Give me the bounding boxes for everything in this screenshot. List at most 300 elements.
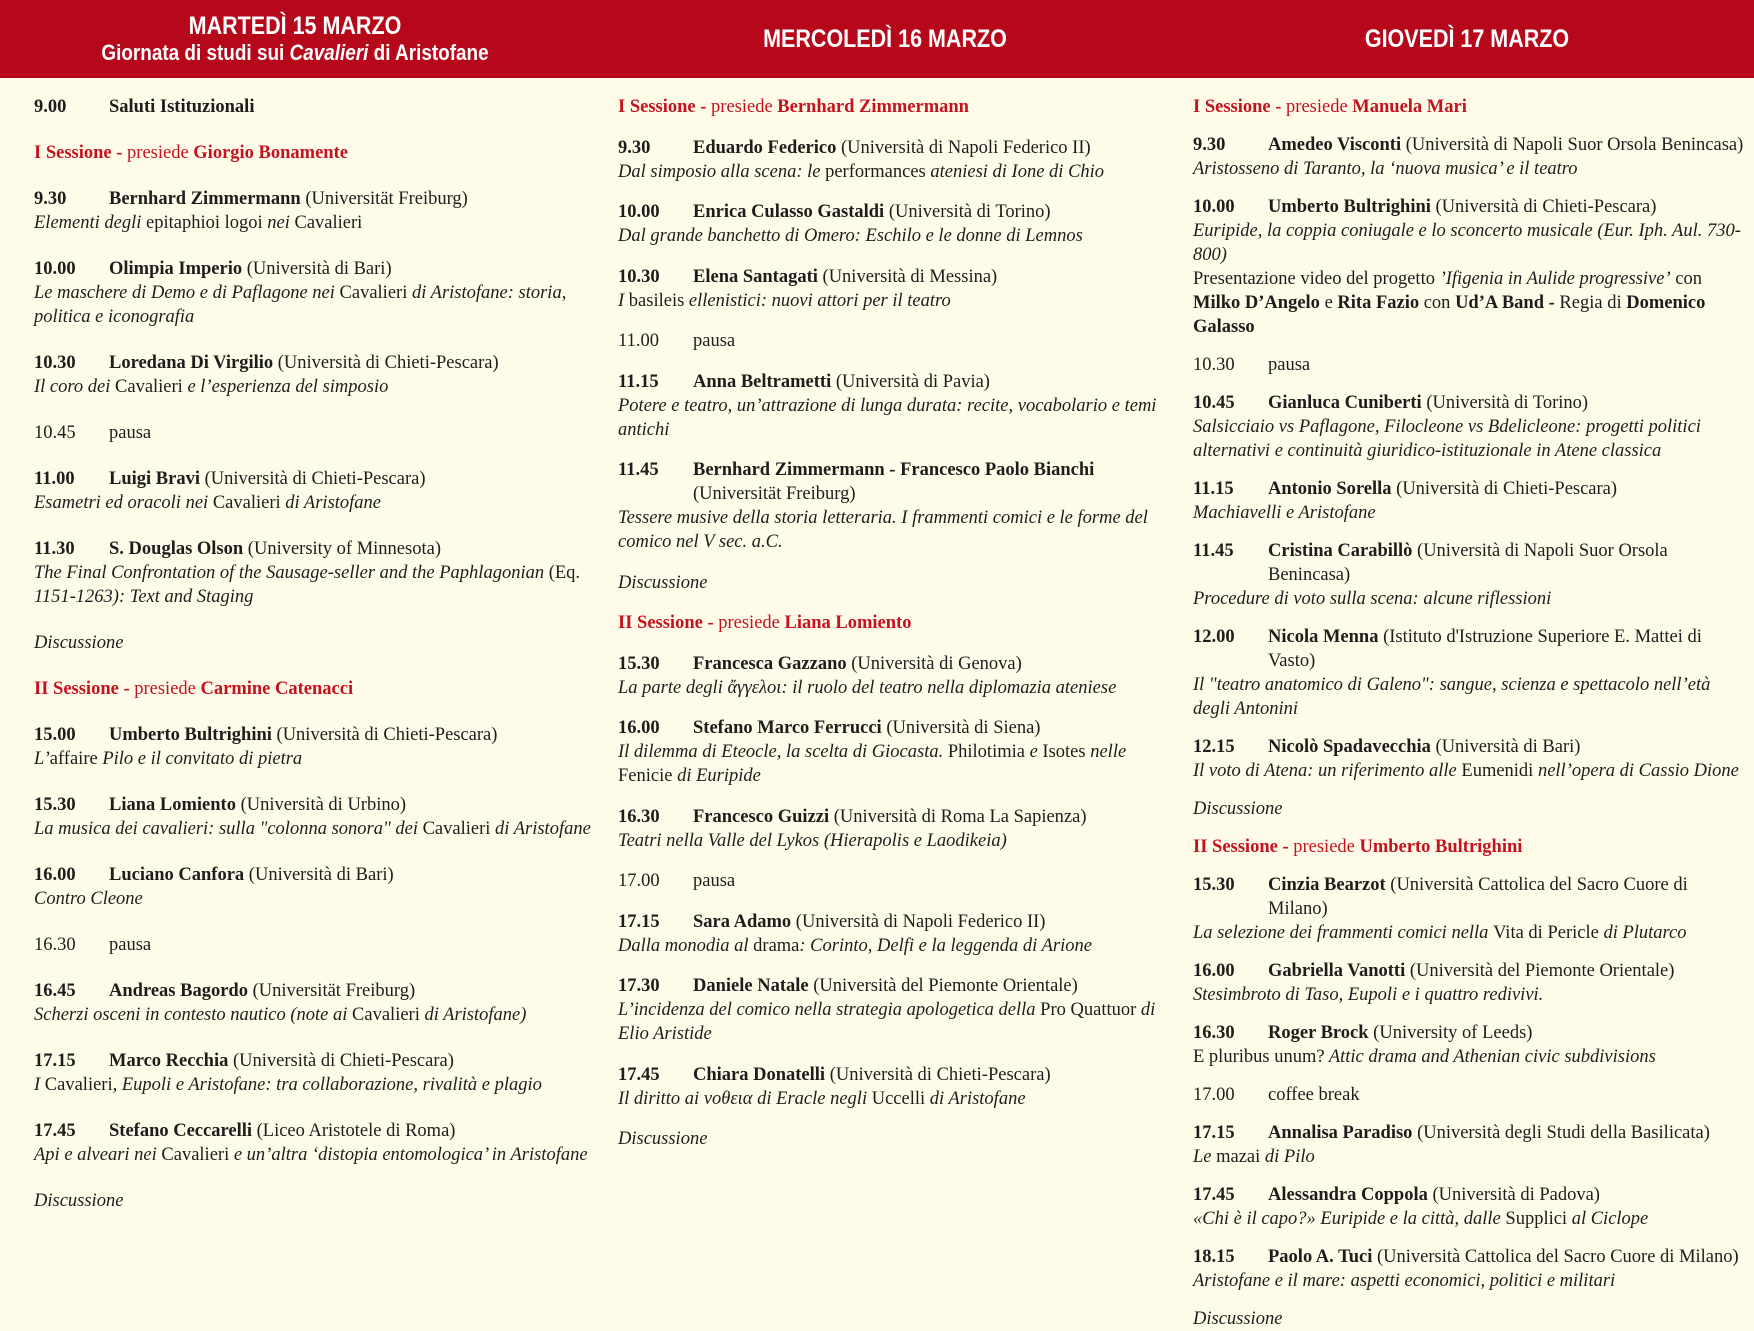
break-item	[34, 421, 594, 445]
time-label: 16.30	[34, 935, 76, 955]
talk-title	[1193, 157, 1749, 181]
speaker-block	[693, 200, 1051, 224]
title-segment: La parte degli ἄγγελοι: il ruolo del teatro nella diplomazia ateniese	[618, 677, 1117, 698]
speaker-name: Gabriella Vanotti	[1268, 961, 1406, 981]
title-segment: «Chi è il capo?» Euripide e la città, dalle	[1193, 1209, 1506, 1229]
speaker-name: Enrica Culasso Gastaldi	[693, 202, 885, 222]
talk-item	[1193, 1121, 1749, 1169]
affiliation: (Liceo Aristotele di Roma)	[252, 1121, 456, 1141]
affiliation: (Universität Freiburg)	[693, 484, 856, 504]
talk-title	[618, 1087, 1178, 1111]
discussion-item	[34, 631, 594, 655]
session-number: I Sessione -	[618, 97, 712, 117]
speaker-name: Annalisa Paradiso	[1268, 1123, 1413, 1143]
column-day-2	[618, 78, 1178, 1151]
title-segment: Contro Cleone	[34, 889, 143, 909]
title-segment: e un’altra ‘distopia entomologica’ in Aristofane	[229, 1145, 588, 1165]
title-segment: di Aristofane: storia, politica e iconografia	[34, 283, 567, 327]
talk-title	[618, 740, 1178, 788]
time-label: 17.45	[34, 1121, 76, 1141]
talk-item	[34, 979, 594, 1027]
title-segment: Cavalieri	[339, 283, 408, 303]
title-segment: La selezione dei frammenti comici nella	[1193, 923, 1494, 943]
subtitle-italic: Cavalieri	[289, 40, 369, 65]
title-segment: di Aristofane)	[419, 1005, 527, 1025]
time-label: 15.30	[34, 795, 76, 815]
speaker-block	[1268, 1021, 1532, 1045]
speaker-block	[1268, 1121, 1710, 1145]
affiliation: (Università del Piemonte Orientale)	[808, 976, 1078, 996]
time-label: 10.00	[618, 202, 660, 222]
presentation-pre: Presentazione video del progetto	[1193, 269, 1440, 289]
speaker-name: Stefano Marco Ferrucci	[693, 718, 882, 738]
title-segment: ellenistici: nuovi attori per il teatro	[684, 290, 951, 311]
affiliation: (Università di Chieti-Pescara)	[1430, 197, 1657, 217]
speaker-block	[109, 979, 415, 1003]
talk-item	[34, 257, 594, 329]
speaker-name: Gianluca Cuniberti	[1268, 393, 1422, 413]
speaker-name: Cristina Carabillò	[1268, 541, 1413, 561]
speaker-block	[1268, 1245, 1739, 1269]
title-segment: Il diritto ai νοθεια di Eracle negli	[618, 1088, 872, 1109]
time-label: 9.30	[1193, 135, 1226, 155]
time-label: 10.45	[1193, 393, 1235, 413]
talk-item	[618, 370, 1178, 442]
discussion-item	[34, 1189, 594, 1213]
entry-line	[34, 351, 594, 375]
title-segment: Dal grande banchetto di Omero: Eschilo e le donne di Lemnos	[618, 226, 1083, 246]
day-title: MARTEDÌ 15 MARZO	[188, 12, 402, 40]
presentation-proj: ’Ifigenia in Aulide progressive’	[1439, 269, 1671, 289]
title-segment: Pilo e il convitato di pietra	[97, 749, 303, 769]
title-segment: Cavalieri	[115, 377, 183, 397]
title-segment: Elementi degli	[34, 213, 146, 233]
talk-item	[1193, 1021, 1749, 1069]
speaker-name: Nicolò Spadavecchia	[1268, 737, 1431, 757]
time-label: 11.30	[34, 539, 75, 559]
break-item	[34, 933, 594, 957]
title-segment: Dalla monodia al	[618, 935, 754, 956]
affiliation: (Università degli Studi della Basilicata)	[1412, 1123, 1710, 1143]
entry-line	[618, 869, 1178, 893]
entry-line	[1193, 1021, 1749, 1045]
title-segment: Cavalieri	[294, 213, 363, 233]
title-segment: Il dilemma di Eteocle, la scelta di Giocasta.	[618, 742, 948, 762]
speaker-name: Francesco Guizzi	[693, 806, 830, 827]
break-item	[618, 869, 1178, 893]
talk-item	[1193, 625, 1749, 721]
time-label: 17.45	[1193, 1185, 1235, 1205]
talk-item	[34, 1049, 594, 1097]
talk-item	[618, 805, 1178, 853]
discussion-item	[618, 571, 1178, 595]
talk-title	[34, 887, 594, 911]
speaker-block	[1268, 1183, 1600, 1207]
speaker-block	[693, 805, 1087, 829]
break-label: Saluti Istituzionali	[109, 97, 255, 117]
session-chair: Giorgio Bonamente	[193, 143, 348, 163]
talk-item	[1193, 1245, 1749, 1293]
time-label: 11.00	[618, 331, 659, 351]
affiliation: (Università del Piemonte Orientale)	[1405, 961, 1675, 981]
session-title	[34, 677, 594, 701]
title-segment: Le maschere di Demo e di Paflagone nei	[34, 283, 340, 303]
title-segment: epitaphioi logoi	[146, 213, 263, 233]
affiliation: (Università di Napoli Suor Orsola Benincasa)	[1401, 135, 1744, 155]
speaker-block	[693, 265, 997, 289]
affiliation: (Università Cattolica del Sacro Cuore di Milano)	[1268, 875, 1688, 919]
session-heading	[34, 677, 594, 701]
entry-line	[34, 1049, 594, 1073]
time-label: 18.15	[1193, 1247, 1235, 1267]
talk-title	[1193, 1269, 1749, 1293]
talk-title	[34, 375, 594, 399]
title-segment: al Ciclope	[1567, 1209, 1649, 1229]
break-label: pausa	[693, 331, 736, 351]
title-segment: mazai	[1216, 1147, 1261, 1167]
talk-title	[1193, 1045, 1749, 1069]
presiede-label: presiede	[718, 613, 785, 633]
talk-title	[618, 829, 1178, 853]
title-segment: nell’opera di Cassio Dione	[1533, 761, 1739, 781]
talk-title	[618, 289, 1178, 313]
time-label: 12.15	[1193, 737, 1235, 757]
title-segment: Attic drama and Athenian civic subdivisions	[1324, 1047, 1656, 1067]
discussion-item	[618, 1127, 1178, 1151]
title-segment: di Pilo	[1260, 1147, 1315, 1167]
talk-title	[34, 1143, 594, 1167]
entry-line	[1193, 735, 1749, 759]
time-label: 11.45	[1193, 541, 1234, 561]
time-label: 17.15	[618, 911, 660, 932]
header-day-1	[41, 0, 548, 78]
entry-line	[1193, 391, 1749, 415]
talk-title	[618, 506, 1178, 554]
title-segment: e	[1024, 742, 1043, 762]
speaker-name: Elena Santagati	[693, 266, 818, 287]
talk-title	[1193, 415, 1749, 463]
time-label: 10.30	[34, 353, 76, 373]
title-segment: Machiavelli e Aristofane	[1193, 503, 1376, 523]
session-chair: Liana Lomiento	[784, 613, 912, 633]
entry-line	[34, 257, 594, 281]
column-day-1	[34, 78, 594, 1213]
entry-line	[618, 974, 1178, 998]
speaker-name: Bernhard Zimmermann	[109, 189, 301, 209]
speaker-name: Eduardo Federico	[693, 137, 837, 158]
speaker-block	[109, 467, 426, 491]
session-heading	[1193, 835, 1749, 859]
affiliation: (Università di Genova)	[846, 653, 1022, 674]
talk-title	[618, 934, 1178, 958]
affiliation: (Università di Chieti-Pescara)	[271, 725, 498, 745]
title-segment: Tessere musive della storia letteraria. I frammenti comici e le forme del comico nel V sec. a.C.	[618, 508, 1148, 552]
speaker-name: Luigi Bravi	[109, 469, 200, 489]
time-label: 11.15	[1193, 479, 1234, 499]
time-label: 9.00	[34, 97, 67, 117]
talk-item	[34, 793, 594, 841]
entry-line	[618, 265, 1178, 289]
time-label: 16.45	[34, 981, 76, 1001]
speaker-name: Liana Lomiento	[109, 795, 236, 815]
affiliation: (Università di Siena)	[881, 718, 1041, 738]
affiliation: (Università di Chieti-Pescara)	[199, 469, 426, 489]
session-number: II Sessione -	[1193, 837, 1294, 857]
speaker-block	[693, 910, 1045, 934]
entry-line	[1193, 1121, 1749, 1145]
title-segment: Supplici	[1505, 1209, 1568, 1229]
time-label: 16.00	[34, 865, 76, 885]
column-day-3	[1193, 78, 1749, 1331]
talk-title	[34, 817, 594, 841]
speaker-name: Antonio Sorella	[1268, 479, 1392, 499]
talk-item	[1193, 391, 1749, 463]
title-segment: Il voto di Atena: un riferimento alle	[1193, 761, 1462, 781]
session-chair: Bernhard Zimmermann	[777, 97, 969, 117]
title-segment: The Final Confrontation of the Sausage-seller and the Paphlagonian	[34, 563, 549, 583]
session-number: I Sessione -	[34, 143, 128, 163]
title-segment: : Corinto, Delfi e la leggenda di Arione	[799, 935, 1092, 956]
entry-line	[1193, 477, 1749, 501]
affiliation: (Universität Freiburg)	[300, 189, 468, 209]
talk-title	[34, 561, 594, 609]
talk-title	[1193, 1207, 1749, 1231]
time-label: 16.30	[618, 806, 660, 827]
affiliation: (Università di Urbino)	[235, 795, 407, 815]
subtitle-text: Giornata di studi sui	[101, 40, 290, 65]
presentation-p1: Milko D’Angelo	[1193, 293, 1320, 313]
time-label: 17.15	[1193, 1123, 1235, 1143]
title-segment: di Aristofane	[280, 493, 382, 513]
discussion-label: Discussione	[1193, 799, 1283, 819]
title-segment: Vita di Pericle	[1493, 923, 1599, 943]
entry-line	[34, 979, 594, 1003]
speaker-name: Luciano Canfora	[109, 865, 245, 885]
affiliation: (Università di Messina)	[817, 266, 998, 287]
affiliation: (Università di Padova)	[1427, 1185, 1600, 1205]
title-segment: Cavalieri	[422, 819, 491, 839]
presentation-con2: con	[1419, 293, 1456, 313]
talk-title	[1193, 1145, 1749, 1169]
speaker-block	[1268, 539, 1749, 587]
session-chair: Umberto Bultrighini	[1359, 837, 1523, 857]
title-segment: Salsicciaio vs Paflagone, Filocleone vs Bdelicleone: progetti politici alternativi e continuità giuridico-istituzionale in Atene classica	[1193, 417, 1701, 461]
entry-line	[1193, 625, 1749, 673]
discussion-label: Discussione	[618, 572, 708, 593]
session-title	[1193, 835, 1749, 859]
title-segment: Esametri ed oracoli nei	[34, 493, 213, 513]
affiliation: (Università di Torino)	[884, 202, 1051, 222]
session-heading	[618, 95, 1178, 119]
speaker-block	[109, 257, 392, 281]
speaker-block	[1268, 873, 1749, 921]
talk-title	[618, 998, 1178, 1046]
affiliation: (Università di Napoli Federico II)	[836, 137, 1091, 158]
entry-line	[618, 458, 1178, 506]
talk-item	[1193, 959, 1749, 1007]
entry-line	[618, 910, 1178, 934]
entry-line	[34, 467, 594, 491]
video-presentation	[1193, 267, 1749, 339]
affiliation: (Università di Pavia)	[831, 371, 990, 392]
talk-title	[1193, 983, 1749, 1007]
session-heading	[1193, 95, 1749, 119]
talk-item	[618, 136, 1178, 184]
time-label: 10.30	[1193, 355, 1235, 375]
time-label: 16.30	[1193, 1023, 1235, 1043]
title-segment: Cavalieri	[352, 1005, 420, 1025]
header-bar	[0, 0, 1754, 78]
title-segment: Stesimbroto di Taso, Eupoli e i quattro redivivi.	[1193, 985, 1544, 1005]
title-segment: performances	[825, 161, 926, 182]
speaker-block	[109, 863, 394, 887]
talk-item	[618, 716, 1178, 788]
affiliation: (Università di Chieti-Pescara)	[1391, 479, 1618, 499]
time-label: 15.30	[618, 653, 660, 674]
talk-title	[34, 211, 594, 235]
talk-title	[1193, 501, 1749, 525]
day-subtitle	[101, 40, 488, 65]
affiliation: (Università di Napoli Suor Orsola Benincasa)	[1268, 541, 1668, 585]
title-segment: 1151-1263): Text and Staging	[34, 587, 254, 607]
break-item	[1193, 353, 1749, 377]
entry-line	[34, 95, 594, 119]
session-title	[34, 141, 594, 165]
title-segment: Philotimia	[947, 742, 1025, 762]
entry-line	[34, 933, 594, 957]
title-segment: Aristosseno di Taranto, la ‘nuova musica’ e il teatro	[1193, 159, 1578, 179]
speaker-name: Amedeo Visconti	[1268, 135, 1402, 155]
speaker-name: Bernhard Zimmermann - Francesco Paolo Bianchi	[693, 460, 1095, 480]
talk-item	[34, 863, 594, 911]
entry-line	[34, 1119, 594, 1143]
title-segment: Cavalieri	[212, 493, 281, 513]
talk-title	[618, 676, 1178, 700]
entry-line	[618, 329, 1178, 353]
entry-line	[34, 863, 594, 887]
talk-title	[34, 281, 594, 329]
title-segment: , Eupoli e Aristofane: tra collaborazione, rivalità e plagio	[112, 1075, 542, 1095]
talk-title	[34, 491, 594, 515]
title-segment: di Euripide	[672, 766, 761, 786]
title-segment: (Eq.	[548, 563, 581, 583]
time-label: 17.45	[618, 1064, 660, 1085]
break-label: pausa	[109, 423, 152, 443]
session-number: II Sessione -	[618, 613, 719, 633]
speaker-name: Umberto Bultrighini	[1268, 197, 1431, 217]
presentation-band: Ud’A Band -	[1455, 293, 1560, 313]
speaker-name: Cinzia Bearzot	[1268, 875, 1386, 895]
entry-line	[1193, 133, 1749, 157]
speaker-name: Paolo A. Tuci	[1268, 1247, 1373, 1267]
talk-item	[618, 1063, 1178, 1111]
speaker-name: Loredana Di Virgilio	[109, 353, 274, 373]
title-segment: drama	[753, 935, 800, 956]
title-segment: Scherzi osceni in contesto nautico (note ai	[34, 1005, 353, 1025]
speaker-block	[109, 1049, 454, 1073]
entry-line	[34, 421, 594, 445]
speaker-block	[693, 974, 1078, 998]
talk-item	[1193, 539, 1749, 611]
speaker-name: Anna Beltrametti	[693, 371, 832, 392]
break-item	[618, 329, 1178, 353]
session-title	[1193, 95, 1749, 119]
affiliation: (Università di Chieti-Pescara)	[825, 1064, 1051, 1085]
talk-title	[34, 1073, 594, 1097]
talk-title	[618, 224, 1178, 248]
time-label: 16.00	[1193, 961, 1235, 981]
speaker-name: Andreas Bagordo	[109, 981, 248, 1001]
title-segment: Euripide, la coppia coniugale e lo sconcerto musicale (Eur. Iph. Aul. 730-800)	[1193, 221, 1741, 265]
affiliation: (Università di Bari)	[242, 259, 392, 279]
talk-item	[34, 723, 594, 771]
title-segment: L’	[34, 749, 50, 769]
speaker-block	[109, 793, 406, 817]
talk-item	[618, 458, 1178, 554]
speaker-name: Umberto Bultrighini	[109, 725, 272, 745]
talk-item	[34, 467, 594, 515]
speaker-block	[109, 1119, 455, 1143]
title-segment: I	[34, 1075, 45, 1095]
talk-item	[1193, 477, 1749, 525]
speaker-name: Marco Recchia	[109, 1051, 229, 1071]
title-segment: di Aristofane	[490, 819, 591, 839]
time-label: 17.00	[1193, 1085, 1235, 1105]
session-title	[618, 611, 1178, 635]
entry-line	[1193, 873, 1749, 921]
header-day-3	[1220, 0, 1714, 78]
session-number: II Sessione -	[34, 679, 135, 699]
time-label: 10.00	[1193, 197, 1235, 217]
presiede-label: presiede	[711, 97, 778, 117]
speaker-block	[109, 187, 468, 211]
title-segment: Api e alveari nei	[34, 1145, 162, 1165]
talk-title	[618, 394, 1178, 442]
time-label: 9.30	[618, 137, 651, 158]
talk-item	[618, 265, 1178, 313]
speaker-block	[1268, 133, 1743, 157]
speaker-name: Nicola Menna	[1268, 627, 1379, 647]
entry-line	[618, 805, 1178, 829]
session-chair: Manuela Mari	[1352, 97, 1467, 117]
session-number: I Sessione -	[1193, 97, 1287, 117]
title-segment: di Elio Aristide	[618, 1000, 1156, 1044]
break-label: pausa	[693, 871, 736, 891]
title-segment: nelle	[1085, 742, 1127, 762]
affiliation: (Università di Chieti-Pescara)	[228, 1051, 454, 1071]
speaker-block	[693, 652, 1022, 676]
title-segment: affaire	[49, 749, 98, 769]
day-title: GIOVEDÌ 17 MARZO	[1364, 24, 1570, 53]
affiliation: (University of Minnesota)	[243, 539, 441, 559]
talk-title	[1193, 759, 1749, 783]
entry-line	[618, 370, 1178, 394]
speaker-block	[1268, 195, 1656, 219]
time-label: 9.30	[34, 189, 67, 209]
talk-item	[618, 652, 1178, 700]
presentation-p2: Rita Fazio	[1337, 293, 1420, 313]
title-segment: Fenicie	[618, 766, 673, 786]
title-segment: Uccelli	[871, 1088, 926, 1109]
session-title	[618, 95, 1178, 119]
talk-item	[618, 200, 1178, 248]
time-label: 11.45	[618, 460, 659, 480]
entry-line	[1193, 1183, 1749, 1207]
title-segment: Pro Quattuor	[1040, 1000, 1137, 1020]
talk-item	[618, 910, 1178, 958]
title-segment: Cavalieri	[44, 1075, 113, 1095]
talk-item	[1193, 1183, 1749, 1231]
